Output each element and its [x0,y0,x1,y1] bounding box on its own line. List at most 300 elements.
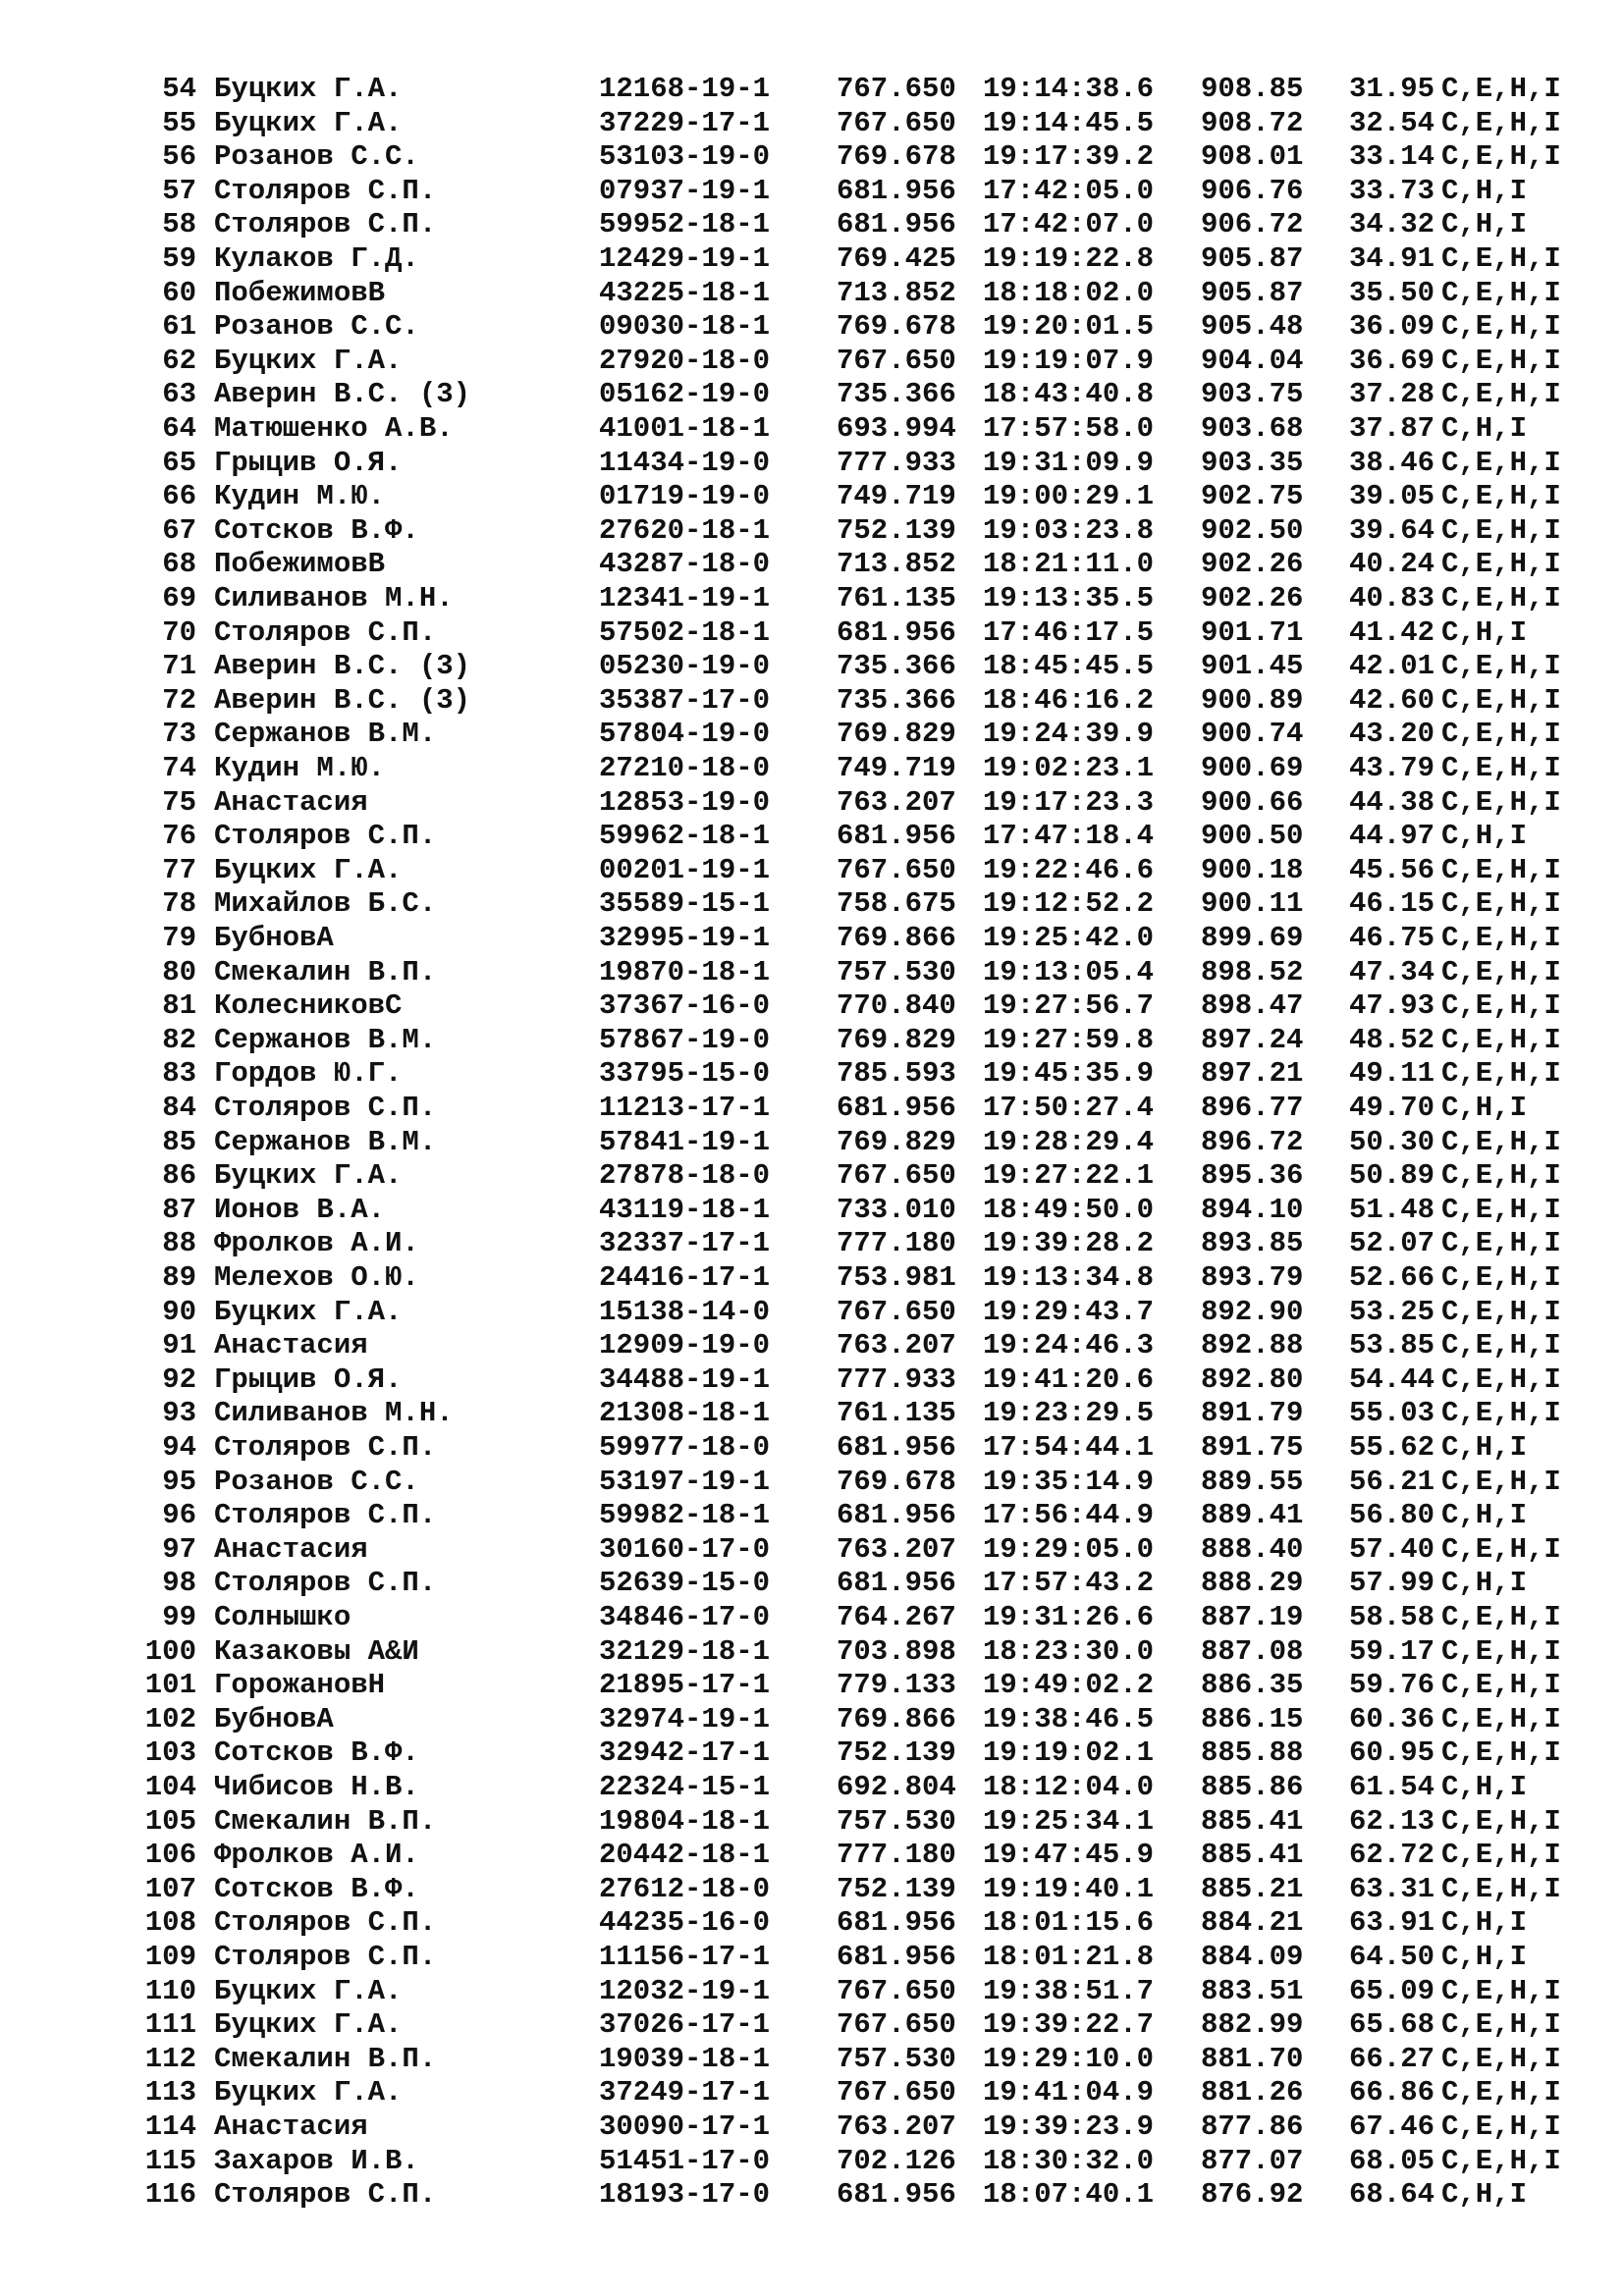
arrival-time: 19:24:46.3 [983,1329,1155,1362]
coefficient-value: 66.27 [1349,2042,1435,2075]
ring-number: 27612-18-0 [599,1872,771,1905]
place-number: 93 [162,1397,196,1430]
coefficient-value: 47.34 [1349,955,1435,988]
ring-number: 30090-17-1 [599,2110,771,2143]
fancier-name: Буцких Г.А. [214,2076,403,2109]
place-number: 116 [144,2178,196,2212]
arrival-time: 19:41:04.9 [983,2076,1155,2109]
class-codes: C,E,H,I [1441,480,1561,513]
arrival-time: 18:45:45.5 [983,650,1155,683]
arrival-time: 17:47:18.4 [983,820,1155,853]
distance-value: 693.994 [837,412,956,445]
place-number: 101 [144,1669,196,1702]
fancier-name: Сержанов В.М. [214,1125,437,1158]
coefficient-value: 39.64 [1349,513,1435,547]
distance-value: 769.678 [837,140,956,174]
class-codes: C,E,H,I [1441,683,1561,717]
class-codes: C,E,H,I [1441,785,1561,819]
coefficient-value: 34.32 [1349,208,1435,241]
distance-value: 769.425 [837,242,956,275]
coefficient-value: 59.76 [1349,1669,1435,1702]
coefficient-value: 68.64 [1349,2178,1435,2212]
coefficient-value: 56.21 [1349,1465,1435,1498]
arrival-time: 19:00:29.1 [983,480,1155,513]
fancier-name: ПобежимовВ [214,548,386,581]
arrival-time: 19:23:29.5 [983,1397,1155,1430]
ring-number: 32974-19-1 [599,1702,771,1735]
speed-value: 896.72 [1201,1125,1304,1158]
arrival-time: 18:01:21.8 [983,1941,1155,1973]
place-number: 110 [144,1974,196,2007]
fancier-name: Сержанов В.М. [214,718,437,751]
fancier-name: КолесниковС [214,989,403,1023]
ring-number: 05230-19-0 [599,650,771,683]
arrival-time: 19:29:05.0 [983,1532,1155,1566]
fancier-name: Буцких Г.А. [214,1295,403,1328]
class-codes: C,E,H,I [1441,718,1561,751]
place-number: 67 [162,513,196,547]
speed-value: 908.01 [1201,140,1304,174]
ring-number: 33795-15-0 [599,1057,771,1091]
distance-value: 777.180 [837,1839,956,1872]
table-row [0,1635,1624,1670]
fancier-name: Смекалин В.П. [214,1804,437,1838]
fancier-name: Матюшенко А.В. [214,412,454,445]
coefficient-value: 63.31 [1349,1872,1435,1905]
speed-value: 896.77 [1201,1092,1304,1124]
coefficient-value: 47.93 [1349,989,1435,1023]
class-codes: C,E,H,I [1441,106,1561,139]
ring-number: 57804-19-0 [599,718,771,751]
speed-value: 885.41 [1201,1839,1304,1872]
class-codes: C,E,H,I [1441,955,1561,988]
table-row [0,1363,1624,1398]
distance-value: 735.366 [837,650,956,683]
table-row [0,2145,1624,2179]
place-number: 59 [162,242,196,275]
arrival-time: 19:45:35.9 [983,1057,1155,1091]
place-number: 66 [162,480,196,513]
class-codes: C,E,H,I [1441,446,1561,479]
table-row [0,1159,1624,1194]
arrival-time: 19:14:45.5 [983,106,1155,139]
class-codes: C,E,H,I [1441,1872,1561,1905]
arrival-time: 19:41:20.6 [983,1362,1155,1396]
table-row [0,514,1624,549]
coefficient-value: 33.14 [1349,140,1435,174]
place-number: 95 [162,1465,196,1498]
table-row [0,1261,1624,1296]
class-codes: C,E,H,I [1441,548,1561,581]
ring-number: 15138-14-0 [599,1295,771,1328]
distance-value: 767.650 [837,2076,956,2109]
fancier-name: Аверин В.С. (3) [214,650,471,683]
arrival-time: 19:03:23.8 [983,513,1155,547]
arrival-time: 18:49:50.0 [983,1193,1155,1226]
arrival-time: 19:12:52.2 [983,887,1155,921]
fancier-name: Смекалин В.П. [214,2042,437,2075]
coefficient-value: 53.25 [1349,1295,1435,1328]
ring-number: 12853-19-0 [599,785,771,819]
distance-value: 735.366 [837,683,956,717]
speed-value: 884.21 [1201,1906,1304,1940]
fancier-name: Столяров С.П. [214,174,437,207]
coefficient-value: 44.38 [1349,785,1435,819]
class-codes: C,H,I [1441,1567,1528,1600]
class-codes: C,E,H,I [1441,1261,1561,1294]
fancier-name: Буцких Г.А. [214,106,403,139]
speed-value: 895.36 [1201,1159,1304,1193]
place-number: 78 [162,887,196,921]
coefficient-value: 36.09 [1349,310,1435,344]
distance-value: 681.956 [837,1906,956,1940]
place-number: 92 [162,1362,196,1396]
speed-value: 900.74 [1201,718,1304,751]
ring-number: 53103-19-0 [599,140,771,174]
class-codes: C,E,H,I [1441,73,1561,105]
fancier-name: Кудин М.Ю. [214,752,386,784]
ring-number: 32942-17-1 [599,1736,771,1770]
fancier-name: Розанов С.С. [214,310,419,344]
table-row [0,107,1624,141]
coefficient-value: 54.44 [1349,1362,1435,1396]
ring-number: 19039-18-1 [599,2042,771,2075]
fancier-name: Анастасия [214,1329,368,1362]
table-row [0,1839,1624,1873]
fancier-name: Силиванов М.Н. [214,1397,454,1430]
place-number: 88 [162,1227,196,1260]
place-number: 89 [162,1261,196,1294]
ring-number: 19870-18-1 [599,955,771,988]
class-codes: C,E,H,I [1441,140,1561,174]
speed-value: 885.86 [1201,1771,1304,1803]
speed-value: 898.52 [1201,955,1304,988]
table-row [0,175,1624,209]
coefficient-value: 59.17 [1349,1634,1435,1668]
speed-value: 902.75 [1201,480,1304,513]
ring-number: 37249-17-1 [599,2076,771,2109]
speed-value: 901.71 [1201,615,1304,649]
speed-value: 900.11 [1201,887,1304,921]
table-row [0,277,1624,311]
place-number: 81 [162,989,196,1023]
class-codes: C,E,H,I [1441,1702,1561,1735]
fancier-name: Столяров С.П. [214,1567,437,1600]
fancier-name: Фролков А.И. [214,1839,419,1872]
arrival-time: 19:13:34.8 [983,1261,1155,1294]
place-number: 112 [144,2042,196,2075]
fancier-name: ГорожановН [214,1669,386,1702]
arrival-time: 19:14:38.6 [983,73,1155,105]
speed-value: 877.86 [1201,2110,1304,2143]
speed-value: 894.10 [1201,1193,1304,1226]
speed-value: 899.69 [1201,922,1304,954]
arrival-time: 19:28:29.4 [983,1125,1155,1158]
coefficient-value: 46.15 [1349,887,1435,921]
table-row [0,1092,1624,1126]
distance-value: 767.650 [837,73,956,105]
place-number: 114 [144,2110,196,2143]
class-codes: C,E,H,I [1441,1159,1561,1193]
speed-value: 892.80 [1201,1362,1304,1396]
ring-number: 07937-19-1 [599,174,771,207]
place-number: 108 [144,1906,196,1940]
ring-number: 51451-17-0 [599,2144,771,2177]
speed-value: 903.68 [1201,412,1304,445]
table-row [0,1397,1624,1431]
speed-value: 893.85 [1201,1227,1304,1260]
ring-number: 37367-16-0 [599,989,771,1023]
coefficient-value: 60.95 [1349,1736,1435,1770]
speed-value: 883.51 [1201,1974,1304,2007]
arrival-time: 19:19:07.9 [983,344,1155,377]
table-row [0,310,1624,345]
ring-number: 20442-18-1 [599,1839,771,1872]
table-row [0,140,1624,175]
distance-value: 764.267 [837,1601,956,1633]
class-codes: C,E,H,I [1441,1362,1561,1396]
place-number: 105 [144,1804,196,1838]
speed-value: 885.88 [1201,1736,1304,1770]
class-codes: C,E,H,I [1441,513,1561,547]
table-row [0,2178,1624,2213]
class-codes: C,E,H,I [1441,582,1561,614]
speed-value: 905.48 [1201,310,1304,344]
fancier-name: Розанов С.С. [214,1465,419,1498]
ring-number: 18193-17-0 [599,2178,771,2212]
distance-value: 763.207 [837,2110,956,2143]
class-codes: C,H,I [1441,174,1528,207]
arrival-time: 17:57:58.0 [983,412,1155,445]
place-number: 61 [162,310,196,344]
ring-number: 12909-19-0 [599,1329,771,1362]
class-codes: C,E,H,I [1441,1736,1561,1770]
table-row [0,2076,1624,2110]
distance-value: 757.530 [837,2042,956,2075]
speed-value: 902.50 [1201,513,1304,547]
distance-value: 777.933 [837,446,956,479]
speed-value: 901.45 [1201,650,1304,683]
distance-value: 779.133 [837,1669,956,1702]
distance-value: 763.207 [837,1329,956,1362]
table-row [0,1703,1624,1737]
place-number: 113 [144,2076,196,2109]
fancier-name: БубновА [214,922,334,954]
ring-number: 11213-17-1 [599,1092,771,1124]
coefficient-value: 60.36 [1349,1702,1435,1735]
arrival-time: 19:25:34.1 [983,1804,1155,1838]
table-row [0,2008,1624,2043]
place-number: 71 [162,650,196,683]
place-number: 82 [162,1023,196,1056]
coefficient-value: 56.80 [1349,1499,1435,1532]
table-row [0,1736,1624,1771]
table-row [0,208,1624,242]
class-codes: C,E,H,I [1441,378,1561,411]
arrival-time: 17:46:17.5 [983,615,1155,649]
ring-number: 12168-19-1 [599,73,771,105]
ring-number: 27620-18-1 [599,513,771,547]
ring-number: 34846-17-0 [599,1601,771,1633]
fancier-name: Столяров С.П. [214,1092,437,1124]
speed-value: 905.87 [1201,242,1304,275]
distance-value: 681.956 [837,174,956,207]
place-number: 73 [162,718,196,751]
fancier-name: Силиванов М.Н. [214,582,454,614]
distance-value: 769.866 [837,1702,956,1735]
coefficient-value: 42.01 [1349,650,1435,683]
speed-value: 900.18 [1201,853,1304,886]
ring-number: 57841-19-1 [599,1125,771,1158]
distance-value: 777.933 [837,1362,956,1396]
table-row [0,2043,1624,2077]
fancier-name: Сотсков В.Ф. [214,1736,419,1770]
arrival-time: 17:42:05.0 [983,174,1155,207]
arrival-time: 19:02:23.1 [983,752,1155,784]
ring-number: 01719-19-0 [599,480,771,513]
fancier-name: Солнышко [214,1601,352,1633]
coefficient-value: 58.58 [1349,1601,1435,1633]
distance-value: 681.956 [837,208,956,241]
table-row [0,616,1624,651]
class-codes: C,E,H,I [1441,1669,1561,1702]
arrival-time: 18:07:40.1 [983,2178,1155,2212]
coefficient-value: 34.91 [1349,242,1435,275]
fancier-name: Сержанов В.М. [214,1023,437,1056]
distance-value: 702.126 [837,2144,956,2177]
speed-value: 888.40 [1201,1532,1304,1566]
ring-number: 59982-18-1 [599,1499,771,1532]
fancier-name: Анастасия [214,2110,368,2143]
ring-number: 35589-15-1 [599,887,771,921]
place-number: 109 [144,1941,196,1973]
speed-value: 888.29 [1201,1567,1304,1600]
ring-number: 32337-17-1 [599,1227,771,1260]
ring-number: 44235-16-0 [599,1906,771,1940]
coefficient-value: 39.05 [1349,480,1435,513]
speed-value: 884.09 [1201,1941,1304,1973]
distance-value: 767.650 [837,1295,956,1328]
fancier-name: Чибисов Н.В. [214,1771,419,1803]
table-row [0,1024,1624,1058]
coefficient-value: 67.46 [1349,2110,1435,2143]
table-row [0,73,1624,107]
table-row [0,1431,1624,1466]
distance-value: 692.804 [837,1771,956,1803]
ring-number: 32995-19-1 [599,922,771,954]
coefficient-value: 43.20 [1349,718,1435,751]
fancier-name: Столяров С.П. [214,1941,437,1973]
arrival-time: 19:38:51.7 [983,1974,1155,2007]
class-codes: C,E,H,I [1441,1023,1561,1056]
coefficient-value: 45.56 [1349,853,1435,886]
ring-number: 27920-18-0 [599,344,771,377]
distance-value: 769.829 [837,718,956,751]
ring-number: 21895-17-1 [599,1669,771,1702]
ring-number: 43225-18-1 [599,276,771,309]
place-number: 75 [162,785,196,819]
coefficient-value: 51.48 [1349,1193,1435,1226]
table-row [0,922,1624,956]
table-row [0,820,1624,854]
class-codes: C,E,H,I [1441,1532,1561,1566]
class-codes: C,E,H,I [1441,922,1561,954]
class-codes: C,E,H,I [1441,989,1561,1023]
table-row [0,582,1624,616]
coefficient-value: 62.72 [1349,1839,1435,1872]
distance-value: 681.956 [837,820,956,853]
distance-value: 761.135 [837,1397,956,1430]
fancier-name: Михайлов Б.С. [214,887,437,921]
speed-value: 906.72 [1201,208,1304,241]
fancier-name: Буцких Г.А. [214,73,403,105]
class-codes: C,E,H,I [1441,1601,1561,1633]
arrival-time: 19:35:14.9 [983,1465,1155,1498]
ring-number: 05162-19-0 [599,378,771,411]
place-number: 80 [162,955,196,988]
speed-value: 892.88 [1201,1329,1304,1362]
table-row [0,1057,1624,1092]
distance-value: 769.678 [837,310,956,344]
arrival-time: 19:20:01.5 [983,310,1155,344]
distance-value: 769.829 [837,1023,956,1056]
place-number: 55 [162,106,196,139]
table-row [0,242,1624,277]
speed-value: 886.15 [1201,1702,1304,1735]
ring-number: 12429-19-1 [599,242,771,275]
table-row [0,548,1624,582]
distance-value: 681.956 [837,615,956,649]
coefficient-value: 32.54 [1349,106,1435,139]
distance-value: 767.650 [837,344,956,377]
place-number: 86 [162,1159,196,1193]
table-row [0,1533,1624,1568]
fancier-name: Буцких Г.А. [214,2008,403,2042]
place-number: 102 [144,1702,196,1735]
arrival-time: 17:54:44.1 [983,1431,1155,1464]
fancier-name: Грыцив О.Я. [214,446,403,479]
distance-value: 767.650 [837,1974,956,2007]
table-row [0,378,1624,412]
coefficient-value: 63.91 [1349,1906,1435,1940]
distance-value: 767.650 [837,853,956,886]
coefficient-value: 35.50 [1349,276,1435,309]
speed-value: 892.90 [1201,1295,1304,1328]
distance-value: 767.650 [837,1159,956,1193]
coefficient-value: 61.54 [1349,1771,1435,1803]
place-number: 90 [162,1295,196,1328]
ring-number: 11434-19-0 [599,446,771,479]
distance-value: 767.650 [837,2008,956,2042]
place-number: 65 [162,446,196,479]
fancier-name: Анастасия [214,785,368,819]
fancier-name: Столяров С.П. [214,820,437,853]
coefficient-value: 46.75 [1349,922,1435,954]
place-number: 97 [162,1532,196,1566]
distance-value: 785.593 [837,1057,956,1091]
fancier-name: Мелехов О.Ю. [214,1261,419,1294]
speed-value: 906.76 [1201,174,1304,207]
table-row [0,650,1624,684]
coefficient-value: 64.50 [1349,1941,1435,1973]
ring-number: 11156-17-1 [599,1941,771,1973]
arrival-time: 17:50:27.4 [983,1092,1155,1124]
speed-value: 881.70 [1201,2042,1304,2075]
table-row [0,718,1624,752]
distance-value: 763.207 [837,785,956,819]
class-codes: C,H,I [1441,1771,1528,1803]
class-codes: C,E,H,I [1441,2008,1561,2042]
